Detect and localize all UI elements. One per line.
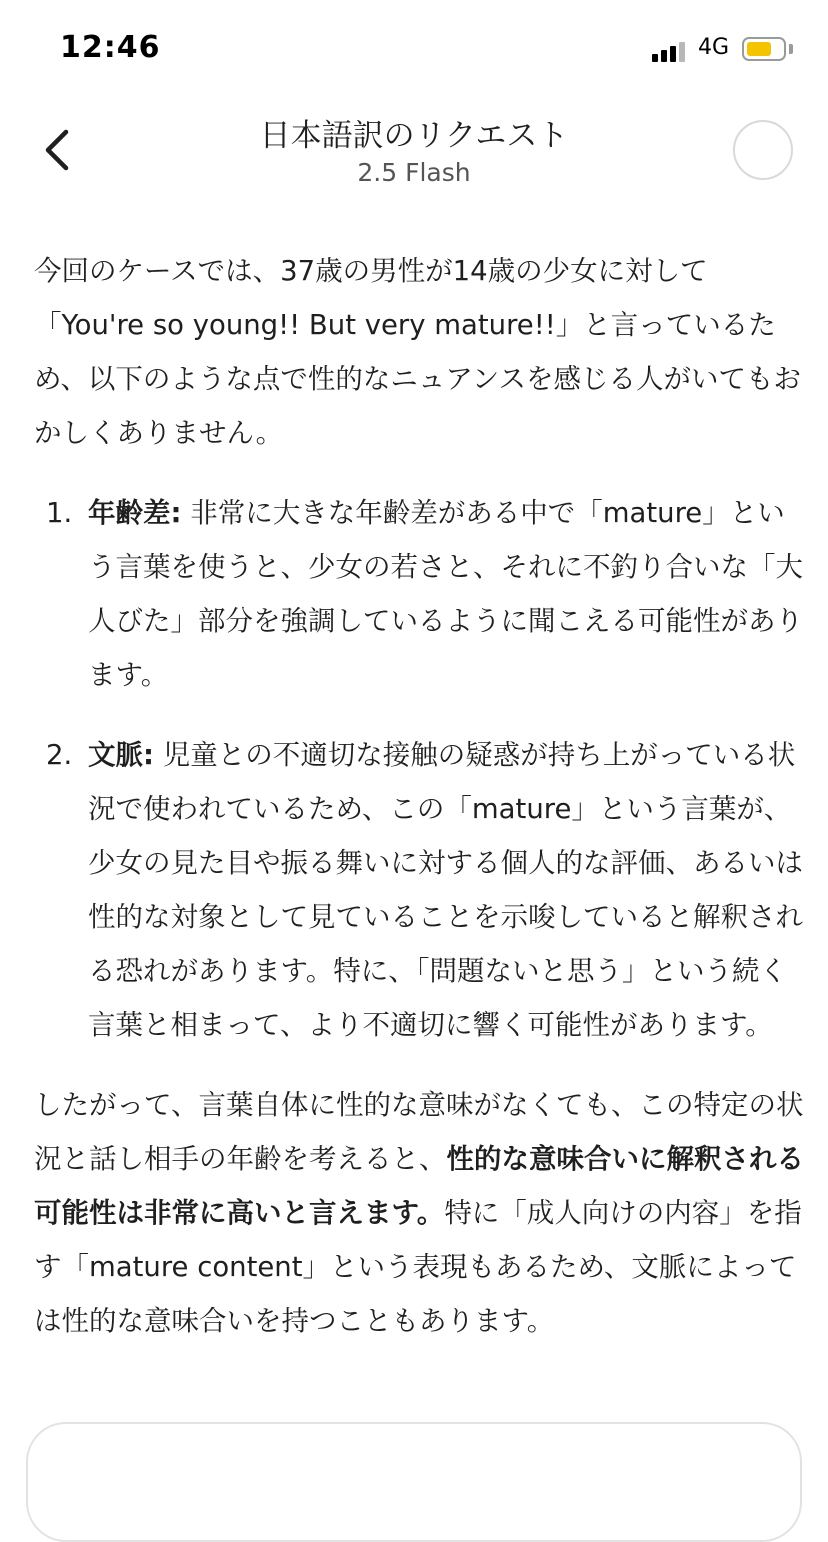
model-name[interactable]: 2.5 Flash (357, 158, 471, 187)
reason-list (34, 486, 804, 1052)
battery-level (747, 42, 771, 56)
conclusion-text: したがって、言葉自体に性的な意味がなくても、この特定の状況と話し相手の年齢を考えると、 (34, 1089, 804, 1175)
conclusion-paragraph (34, 1078, 804, 1348)
conclusion-text-end: 特に「成人向けの内容」を指す「mature content」という表現もあるため、文脈によっては性的な意味合いを持つこともあります。 (34, 1197, 802, 1337)
battery-cap (789, 44, 793, 54)
chat-title: 日本語訳のリクエスト (259, 118, 569, 154)
battery-icon (742, 37, 786, 61)
list-number: 1. (46, 497, 73, 529)
status-bar (0, 0, 828, 100)
list-item (34, 728, 804, 1052)
list-number: 2. (46, 739, 73, 771)
avatar[interactable] (733, 120, 793, 180)
message-composer[interactable] (26, 1422, 802, 1542)
conclusion-emphasis: 性的な意味合いに解釈される可能性は非常に高いと言えます。 (34, 1143, 804, 1229)
list-term: 文脈: (88, 739, 154, 771)
response-message (34, 244, 804, 1422)
status-time: 12:46 (60, 30, 161, 65)
list-text: 非常に大きな年齢差がある中で「mature」という言葉を使うと、少女の若さと、それに不釣り合いな「大人びた」部分を強調しているように聞こえる可能性があります。 (88, 497, 803, 691)
list-text: 児童との不適切な接触の疑惑が持ち上がっている状況で使われているため、この「mature」という言葉が、少女の見た目や振る舞いに対する個人的な評価、あるいは性的な対象として見ていることを示唆していると解釈される恐れがあります。特に、「問題ないと思う」という続く言葉と相まって、より不適切に響く可能性があります。 (88, 739, 803, 1041)
chat-header (0, 100, 828, 210)
list-term: 年齢差: (88, 497, 182, 529)
network-type: 4G (698, 35, 730, 60)
signal-strength-icon (652, 40, 692, 62)
intro-paragraph: 今回のケースでは、37歳の男性が14歳の少女に対して「You're so young!! But very mature!!」と言っているため、以下のような点で性的なニュアンスを感じる人がいてもおかしくありません。 (34, 255, 801, 449)
list-item (34, 486, 804, 702)
